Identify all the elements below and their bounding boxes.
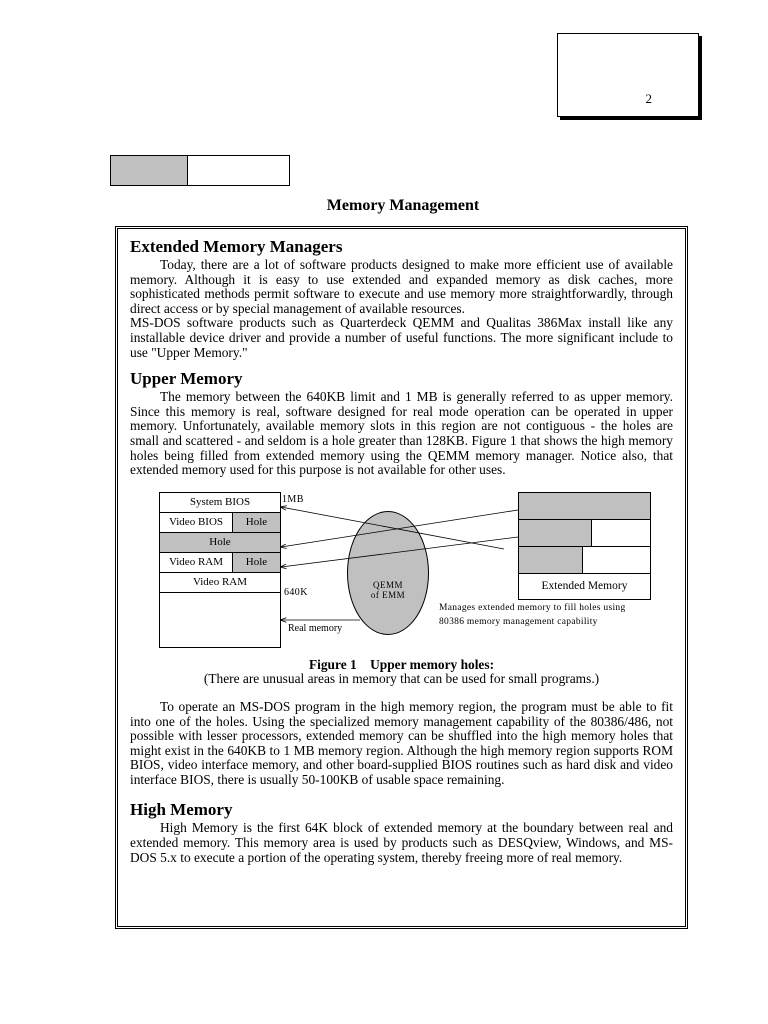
hole-cell: Hole: [233, 513, 280, 532]
video-ram-cell: Video RAM: [192, 575, 248, 588]
label-1mb: 1MB: [282, 493, 304, 505]
extended-memory-label: Extended Memory: [541, 579, 628, 592]
header-tab-filled: [111, 156, 188, 185]
label-640k: 640K: [284, 586, 308, 598]
figure-caption: [130, 658, 673, 673]
heading-high-memory: High Memory: [130, 800, 233, 820]
hole-cell: Hole: [233, 553, 280, 572]
figure-caption-title: Upper memory holes:: [370, 656, 495, 672]
paragraph: High Memory is the first 64K block of extended memory at the boundary between real and extended memory. This memory area is used by products such as DESQview, Windows, and MS-DOS 5.x to execute a portion of the operating system, thereby freeing more of real memory.: [130, 820, 673, 865]
content-frame: [115, 226, 688, 929]
qemm-label-emm: of EMM: [370, 589, 406, 600]
figure-arrows: [130, 492, 676, 652]
page-number: 2: [645, 91, 652, 106]
video-ram-cell: Video RAM: [160, 553, 233, 572]
paragraph: The memory between the 640KB limit and 1 MB is generally referred to as upper memory. Since this memory is real, software designed for real mode operation can be operated in upper memory. Unfortunately, available memory slots in this region are not contiguous - the holes are small and scattered - and seldom is a hole greater than 128KB. Figure 1 that shows the high memory holes being filled from extended memory using the QEMM memory manager. Notice also, that extended memory used for this purpose is not available for other uses.: [130, 389, 673, 478]
qemm-label: QEMM: [372, 579, 403, 590]
header-tab-empty: [188, 156, 289, 185]
figure-1: [130, 492, 673, 652]
paragraph: Today, there are a lot of software products designed to make more efficient use of available memory. Although it is easy to use extended and expanded memory as disk caches, more sophisticated methods permit software to execute and use memory more straightforwardly, through direct access or by special management of available resources.: [130, 257, 673, 316]
heading-extended-memory-managers: Extended Memory Managers: [130, 237, 343, 256]
figure-note-line: Manages extended memory to fill holes using: [439, 602, 626, 613]
figure-note-line: 80386 memory management capability: [439, 616, 598, 627]
paragraph: To operate an MS-DOS program in the high memory region, the program must be able to fit into one of the holes. Using the specialized memory management capability of the 80386/486, not possible with lesser processors, extended memory can be shuffled into the high memory holes that might exist in the 640KB to 1 MB memory region. Although the high memory region supports ROM BIOS, video interface memory, and other board-supplied BIOS routines such as hard disk and video interface BIOS, there is usually 50-100KB of usable space remaining.: [130, 698, 673, 787]
hole-cell: Hole: [209, 535, 231, 548]
heading-upper-memory: Upper Memory: [130, 369, 243, 389]
paragraph: MS-DOS software products such as Quarterdeck QEMM and Qualitas 386Max install like any installable device driver and provide a number of useful functions. The more significant include to use "Upper Memory.": [130, 315, 673, 360]
content-body: [130, 236, 673, 865]
page-number-box: [557, 33, 699, 117]
header-tab: [110, 155, 290, 186]
label-real-memory: Real memory: [288, 622, 343, 634]
document-title: Memory Management: [326, 197, 480, 214]
system-bios-cell: System BIOS: [189, 495, 251, 508]
figure-subcaption: (There are unusual areas in memory that can be used for small programs.): [203, 671, 600, 687]
video-bios-cell: Video BIOS: [160, 513, 233, 532]
figure-caption-number: Figure 1: [308, 656, 357, 672]
